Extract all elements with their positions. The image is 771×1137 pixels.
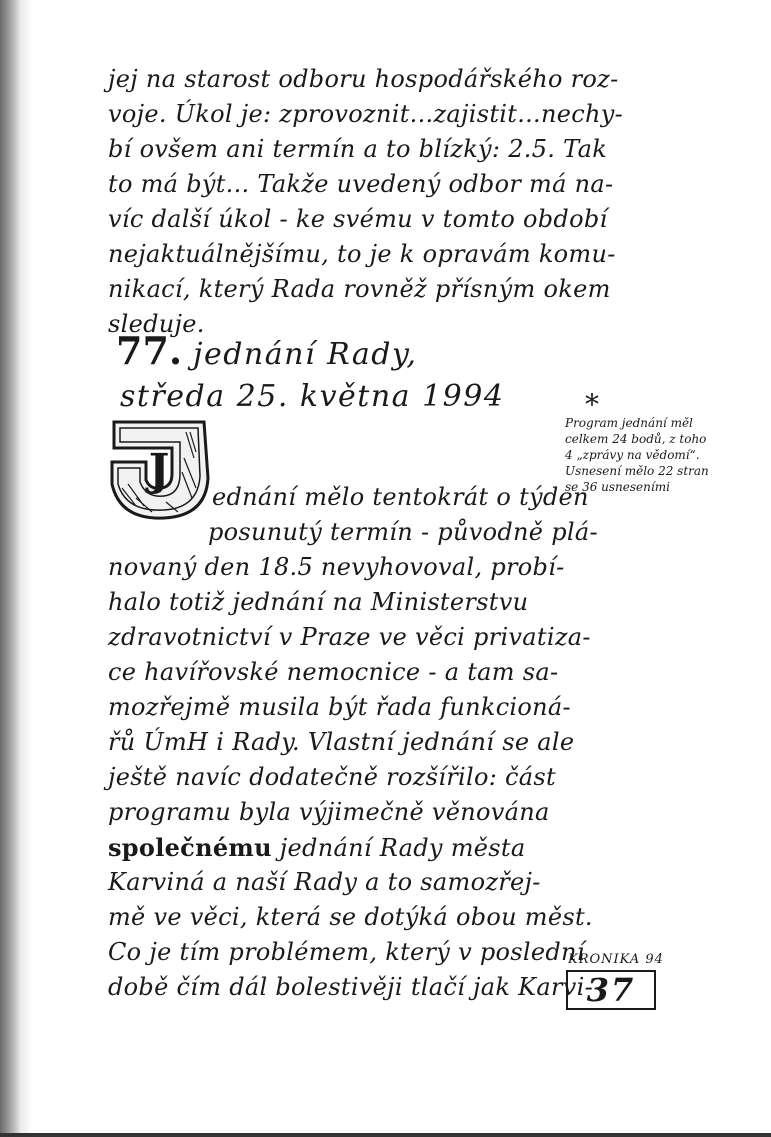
intro-paragraph: [108, 62, 623, 342]
text-line-emphasis: [108, 830, 598, 865]
text-line: bí ovšem ani termín a to blízký: 2.5. Tak: [108, 135, 608, 163]
page-number: 37: [586, 971, 636, 1009]
note-line: celkem 24 bodů, z toho: [565, 432, 707, 446]
text-line: zdravotnictví v Praze ve věci privatiza-: [108, 623, 591, 651]
note-line: 4 „zprávy na vědomí“.: [565, 448, 700, 462]
note-line: Program jednání měl: [565, 416, 693, 430]
footnote-asterisk: *: [585, 388, 599, 421]
meeting-number: 77.: [116, 328, 183, 373]
gutter-shadow: [22, 0, 32, 1137]
heading-date: středa 25. května 1994: [120, 379, 505, 414]
text-line: halo totiž jednání na Ministerstvu: [108, 588, 529, 616]
text-line: posunutý termín - původně plá-: [208, 518, 598, 546]
text-line: Karviná a naší Rady a to samozřej-: [108, 868, 541, 896]
text-line: voje. Úkol je: zprovoznit...zajistit...nechy-: [108, 100, 624, 128]
text-line: nikací, který Rada rovněž přísným okem: [108, 275, 611, 303]
text-line: Co je tím problémem, který v poslední: [108, 938, 585, 966]
text-line: mozřejmě musila být řada funkcioná-: [108, 693, 571, 721]
page-bottom-edge: [0, 1133, 771, 1137]
text-line: víc další úkol - ke svému v tomto období: [108, 205, 608, 233]
text-line: ještě navíc dodatečně rozšířilo: část: [108, 763, 556, 791]
page-number-box: [566, 970, 656, 1010]
book-spine-shadow: [0, 0, 22, 1137]
text-line-rest: jednání Rady města: [271, 834, 526, 862]
text-line: novaný den 18.5 nevyhovoval, probí-: [108, 553, 565, 581]
text-line: to má být... Takže uvedený odbor má na-: [108, 170, 614, 198]
text-line: řů ÚmH i Rady. Vlastní jednání se ale: [108, 728, 575, 756]
dropcap-letter: J: [148, 445, 170, 496]
side-note: [565, 415, 709, 495]
note-line: se 36 usneseními: [565, 480, 670, 494]
heading-title: jednání Rady,: [193, 337, 418, 372]
text-line: programu byla výjimečně věnována: [108, 798, 550, 826]
section-heading: [116, 330, 504, 418]
text-line: sleduje.: [108, 310, 205, 338]
text-line: nejaktuálnějšímu, to je k opravám komu-: [108, 240, 616, 268]
note-line: Usnesení mělo 22 stran: [565, 464, 709, 478]
text-line: ednání mělo tentokrát o týden: [212, 483, 589, 511]
text-line: jej na starost odboru hospodářského roz-: [108, 65, 619, 93]
text-line: ce havířovské nemocnice - a tam sa-: [108, 658, 559, 686]
emphasis-word: společnému: [108, 833, 272, 862]
main-paragraph: [108, 480, 598, 1005]
text-line: době čím dál bolestivěji tlačí jak Karvi-: [108, 973, 593, 1001]
text-line: mě ve věci, která se dotýká obou měst.: [108, 903, 593, 931]
chronicle-label: KRONIKA 94: [568, 952, 664, 967]
